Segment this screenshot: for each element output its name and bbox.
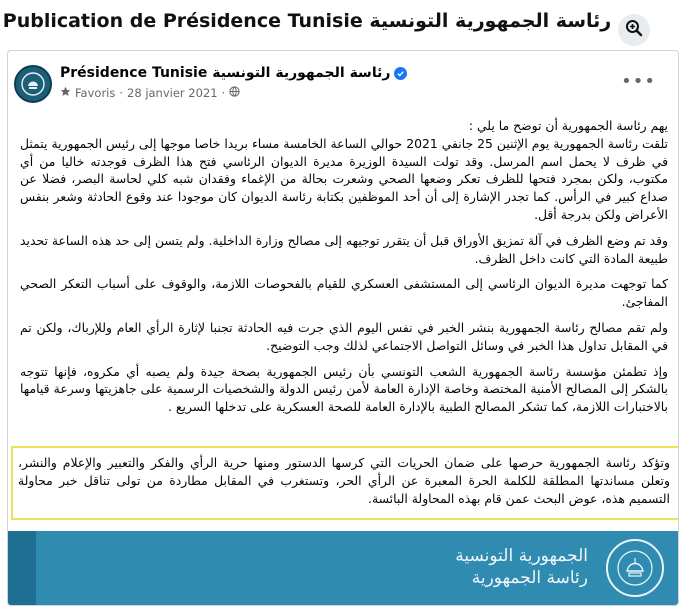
post-paragraph: تلقت رئاسة الجمهورية يوم الإثنين 25 جانفي 2021 حوالي الساعة الخامسة مساء بريدا خاصا موجها إلى رئيس الجمهورية يتمثل في ظرف لا يحمل اسم المرسل. وقد تولت السيدة الوزيرة مديرة الديوان الرئاسي فتح هذا الظرف فوجدته خاليا من أي مكتوب، ولكن بمجرد فتحها للظرف تعكر وضعها الصحي وشعرت بحالة من الإغماء وفقدان شبه كلي لحاسة البصر، فضلا عن صداع كبير في الرأس. كما تجدر الإشارة إلى أن أحد الموظفين بكتابة رئاسة الديوان كان موجودا عند وقوع الحادثة وشعر بنفس الأعراض ولكن بدرجة أقل. — [20, 135, 669, 222]
avatar[interactable] — [14, 65, 52, 103]
highlighted-paragraph: وتؤكد رئاسة الجمهورية حرصها على ضمان الحريات التي كرسها الدستور ومنها حرية الرأي والفكر والتعبير والإعلام والنشر، وتعلن مساندتها المطلقة للكلمة الحرة المعبرة عن الرأي الحر، وتستغرب في المقابل مطاردة من تولى تناقل خبر محاولة التسميم هذه، عوض البحث عمن قام بهذه المحاولة البائسة. — [18, 455, 670, 506]
emblem-icon — [20, 71, 46, 97]
post-paragraph: ولم تقم مصالح رئاسة الجمهورية بنشر الخبر في نفس اليوم الذي جرت فيه الحادثة تجنبا لإثارة الرأي العام وللإرباك، ولكن تم في المقابل تداول هذا الخبر في وسائل التواصل الاجتماعي لذلك وجب التوضيح. — [20, 319, 668, 353]
banner-line-1: الجمهورية التونسية — [455, 546, 588, 566]
post-header — [8, 51, 678, 107]
meta-separator: · — [119, 86, 124, 100]
verified-badge-icon — [394, 67, 407, 80]
page-title: Publication de Présidence Tunisie رئاسة الجمهورية التونسية — [2, 10, 612, 32]
post-text — [20, 117, 668, 424]
banner-stripe — [8, 531, 36, 606]
zoom-in-icon — [625, 19, 643, 41]
banner-title — [438, 545, 588, 589]
post-paragraph: كما توجهت مديرة الديوان الرئاسي إلى المستشفى العسكري للقيام بالفحوصات اللازمة، والوقوف على أسباب التعكر الصحي المفاجئ. — [20, 276, 668, 310]
post-paragraph: وإذ تطمئن مؤسسة رئاسة الجمهورية الشعب التونسي بأن رئيس الجمهورية بصحة جيدة ولم يصبه أي مكروه، فإنها تتوجه بالشكر إلى المصالح الأمنية المختصة وخاصة الإدارة العامة لأمن رئيس الدولة والشخصيات الرسمية على جاهزيتها وسرعة قيامها بالاختبارات اللازمة، كما تشكر المصالح الطبية بالإدارة العامة للصحة العسكرية على تدخلها السريع . — [20, 363, 668, 415]
banner-line-2: رئاسة الجمهورية — [471, 568, 588, 588]
post-paragraph: وقد تم وضع الظرف في آلة تمزيق الأوراق قبل أن يتقرر توجيهه إلى مصالح وزارة الداخلية. ولم يتسن إلى حد هذه الساعة تحديد طبيعة المادة التي كانت داخل الظرف. — [20, 232, 668, 266]
meta-separator: · — [221, 86, 226, 100]
star-icon — [60, 86, 71, 100]
post-meta — [60, 86, 240, 100]
more-options-icon[interactable]: ••• — [621, 71, 656, 92]
zoom-button[interactable] — [618, 14, 650, 46]
page-name-link[interactable] — [60, 65, 407, 81]
banner-emblem-icon — [606, 539, 664, 597]
post-title-bar — [0, 0, 684, 48]
globe-icon — [229, 86, 240, 100]
post-date[interactable]: 28 janvier 2021 — [127, 86, 218, 100]
favorites-label[interactable]: Favoris — [75, 86, 116, 100]
post-card — [7, 50, 679, 606]
post-paragraph: يهم رئاسة الجمهورية أن توضح ما يلي : — [468, 118, 668, 133]
page-name: Présidence Tunisie رئاسة الجمهورية التونسية — [60, 65, 391, 81]
post-image[interactable] — [8, 531, 679, 606]
